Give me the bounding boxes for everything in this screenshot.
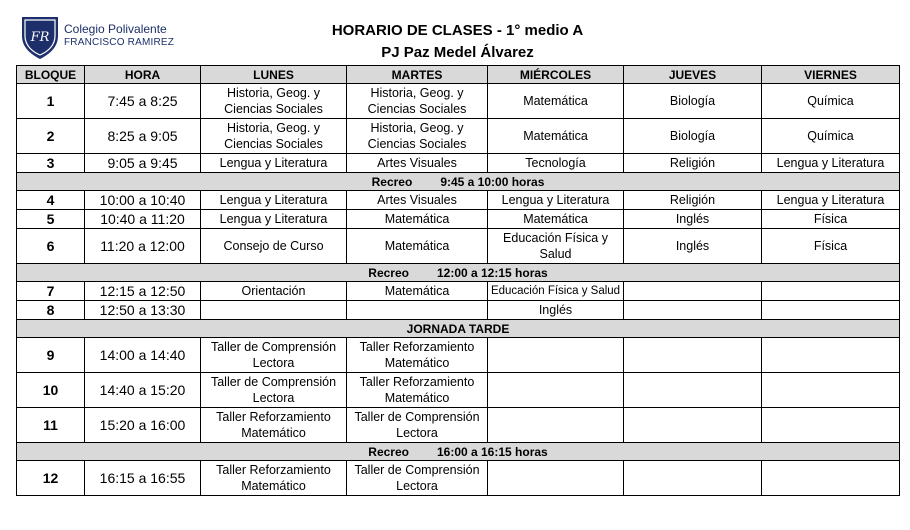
column-header-jueves: JUEVES: [624, 66, 762, 84]
lunes-cell: Lengua y Literatura: [201, 210, 347, 229]
viernes-cell: [762, 282, 900, 301]
recreo-separator: [17, 264, 900, 282]
lunes-cell: Taller de Comprensión Lectora: [201, 373, 347, 408]
hora-cell: 14:40 a 15:20: [85, 373, 201, 408]
hora-cell: 16:15 a 16:55: [85, 461, 201, 496]
bloque-cell: 12: [17, 461, 85, 496]
recreo-time: 12:00 a 12:15 horas: [436, 265, 548, 280]
school-crest-icon: [20, 14, 60, 60]
hora-cell: 14:00 a 14:40: [85, 338, 201, 373]
break-row: [17, 264, 900, 282]
hora-cell: 12:15 a 12:50: [85, 282, 201, 301]
hora-cell: 12:50 a 13:30: [85, 301, 201, 320]
lunes-cell: Taller Reforzamiento Matemático: [201, 461, 347, 496]
bloque-cell: 4: [17, 191, 85, 210]
hora-cell: 10:40 a 11:20: [85, 210, 201, 229]
viernes-cell: Química: [762, 119, 900, 154]
miercoles-cell: Matemática: [488, 84, 624, 119]
recreo-label: Recreo: [368, 265, 409, 280]
column-header-lunes: LUNES: [201, 66, 347, 84]
miercoles-cell: Educación Física y Salud: [488, 229, 624, 264]
miercoles-cell: [488, 408, 624, 443]
page-title: HORARIO DE CLASES - 1° medio A: [331, 22, 584, 39]
jueves-cell: Biología: [624, 119, 762, 154]
break-row: [17, 320, 900, 338]
lunes-cell: [201, 301, 347, 320]
martes-cell: Matemática: [347, 282, 488, 301]
recreo-time: 9:45 a 10:00 horas: [440, 174, 545, 189]
jueves-cell: [624, 282, 762, 301]
column-header-hora: HORA: [85, 66, 201, 84]
table-row: [17, 338, 900, 373]
bloque-cell: 3: [17, 154, 85, 173]
hora-cell: 10:00 a 10:40: [85, 191, 201, 210]
lunes-cell: Lengua y Literatura: [201, 154, 347, 173]
miercoles-cell: Tecnología: [488, 154, 624, 173]
jueves-cell: [624, 338, 762, 373]
bloque-cell: 7: [17, 282, 85, 301]
martes-cell: Historia, Geog. y Ciencias Sociales: [347, 119, 488, 154]
jueves-cell: Religión: [624, 154, 762, 173]
recreo-separator: [17, 443, 900, 461]
miercoles-cell: Matemática: [488, 119, 624, 154]
martes-cell: Artes Visuales: [347, 154, 488, 173]
school-name-line1: Colegio Polivalente: [64, 22, 167, 36]
jueves-cell: [624, 373, 762, 408]
miercoles-cell: Inglés: [488, 301, 624, 320]
lunes-cell: Lengua y Literatura: [201, 191, 347, 210]
bloque-cell: 5: [17, 210, 85, 229]
miercoles-cell: Lengua y Literatura: [488, 191, 624, 210]
viernes-cell: Física: [762, 229, 900, 264]
recreo-label: Recreo: [368, 444, 409, 459]
school-name-line2: FRANCISCO RAMIREZ: [64, 37, 175, 48]
page-header: [0, 0, 910, 64]
column-header-bloque: BLOQUE: [17, 66, 85, 84]
miercoles-cell: Matemática: [488, 210, 624, 229]
hora-cell: 15:20 a 16:00: [85, 408, 201, 443]
recreo-separator: [17, 173, 900, 191]
bloque-cell: 9: [17, 338, 85, 373]
table-row: [17, 301, 900, 320]
viernes-cell: Lengua y Literatura: [762, 191, 900, 210]
jueves-cell: [624, 461, 762, 496]
table-row: [17, 373, 900, 408]
bloque-cell: 1: [17, 84, 85, 119]
bloque-cell: 10: [17, 373, 85, 408]
hora-cell: 8:25 a 9:05: [85, 119, 201, 154]
viernes-cell: [762, 373, 900, 408]
martes-cell: Matemática: [347, 210, 488, 229]
hora-cell: 11:20 a 12:00: [85, 229, 201, 264]
viernes-cell: Lengua y Literatura: [762, 154, 900, 173]
lunes-cell: Orientación: [201, 282, 347, 301]
jueves-cell: Biología: [624, 84, 762, 119]
martes-cell: Artes Visuales: [347, 191, 488, 210]
jueves-cell: [624, 301, 762, 320]
table-header-row: [17, 66, 900, 84]
table-row: [17, 119, 900, 154]
viernes-cell: Física: [762, 210, 900, 229]
table-row: [17, 191, 900, 210]
viernes-cell: [762, 408, 900, 443]
schedule-table: [16, 65, 900, 496]
bloque-cell: 2: [17, 119, 85, 154]
lunes-cell: Taller Reforzamiento Matemático: [201, 408, 347, 443]
viernes-cell: [762, 301, 900, 320]
break-row: [17, 173, 900, 191]
hora-cell: 7:45 a 8:25: [85, 84, 201, 119]
martes-cell: Taller Reforzamiento Matemático: [347, 373, 488, 408]
bloque-cell: 8: [17, 301, 85, 320]
martes-cell: Taller de Comprensión Lectora: [347, 461, 488, 496]
school-monogram: FR: [30, 30, 50, 45]
lunes-cell: Taller de Comprensión Lectora: [201, 338, 347, 373]
table-row: [17, 408, 900, 443]
miercoles-cell: [488, 338, 624, 373]
jueves-cell: Inglés: [624, 210, 762, 229]
page-subtitle: PJ Paz Medel Álvarez: [381, 44, 534, 61]
recreo-time: 16:00 a 16:15 horas: [436, 444, 548, 459]
viernes-cell: [762, 338, 900, 373]
lunes-cell: Historia, Geog. y Ciencias Sociales: [201, 84, 347, 119]
miercoles-cell: [488, 373, 624, 408]
miercoles-cell: [488, 461, 624, 496]
viernes-cell: Química: [762, 84, 900, 119]
table-row: [17, 154, 900, 173]
column-header-miercoles: MIÉRCOLES: [488, 66, 624, 84]
hora-cell: 9:05 a 9:45: [85, 154, 201, 173]
martes-cell: Historia, Geog. y Ciencias Sociales: [347, 84, 488, 119]
martes-cell: Taller de Comprensión Lectora: [347, 408, 488, 443]
martes-cell: [347, 301, 488, 320]
lunes-cell: Historia, Geog. y Ciencias Sociales: [201, 119, 347, 154]
table-row: [17, 229, 900, 264]
jueves-cell: Religión: [624, 191, 762, 210]
bloque-cell: 11: [17, 408, 85, 443]
jueves-cell: [624, 408, 762, 443]
table-row: [17, 282, 900, 301]
jornada-tarde-separator: JORNADA TARDE: [17, 320, 900, 338]
martes-cell: Matemática: [347, 229, 488, 264]
table-row: [17, 210, 900, 229]
viernes-cell: [762, 461, 900, 496]
table-row: [17, 84, 900, 119]
column-header-martes: MARTES: [347, 66, 488, 84]
jueves-cell: Inglés: [624, 229, 762, 264]
break-row: [17, 443, 900, 461]
column-header-viernes: VIERNES: [762, 66, 900, 84]
recreo-label: Recreo: [371, 174, 413, 189]
table-row: [17, 461, 900, 496]
miercoles-cell: Educación Física y Salud: [488, 282, 624, 301]
lunes-cell: Consejo de Curso: [201, 229, 347, 264]
school-name: [64, 23, 174, 49]
bloque-cell: 6: [17, 229, 85, 264]
martes-cell: Taller Reforzamiento Matemático: [347, 338, 488, 373]
